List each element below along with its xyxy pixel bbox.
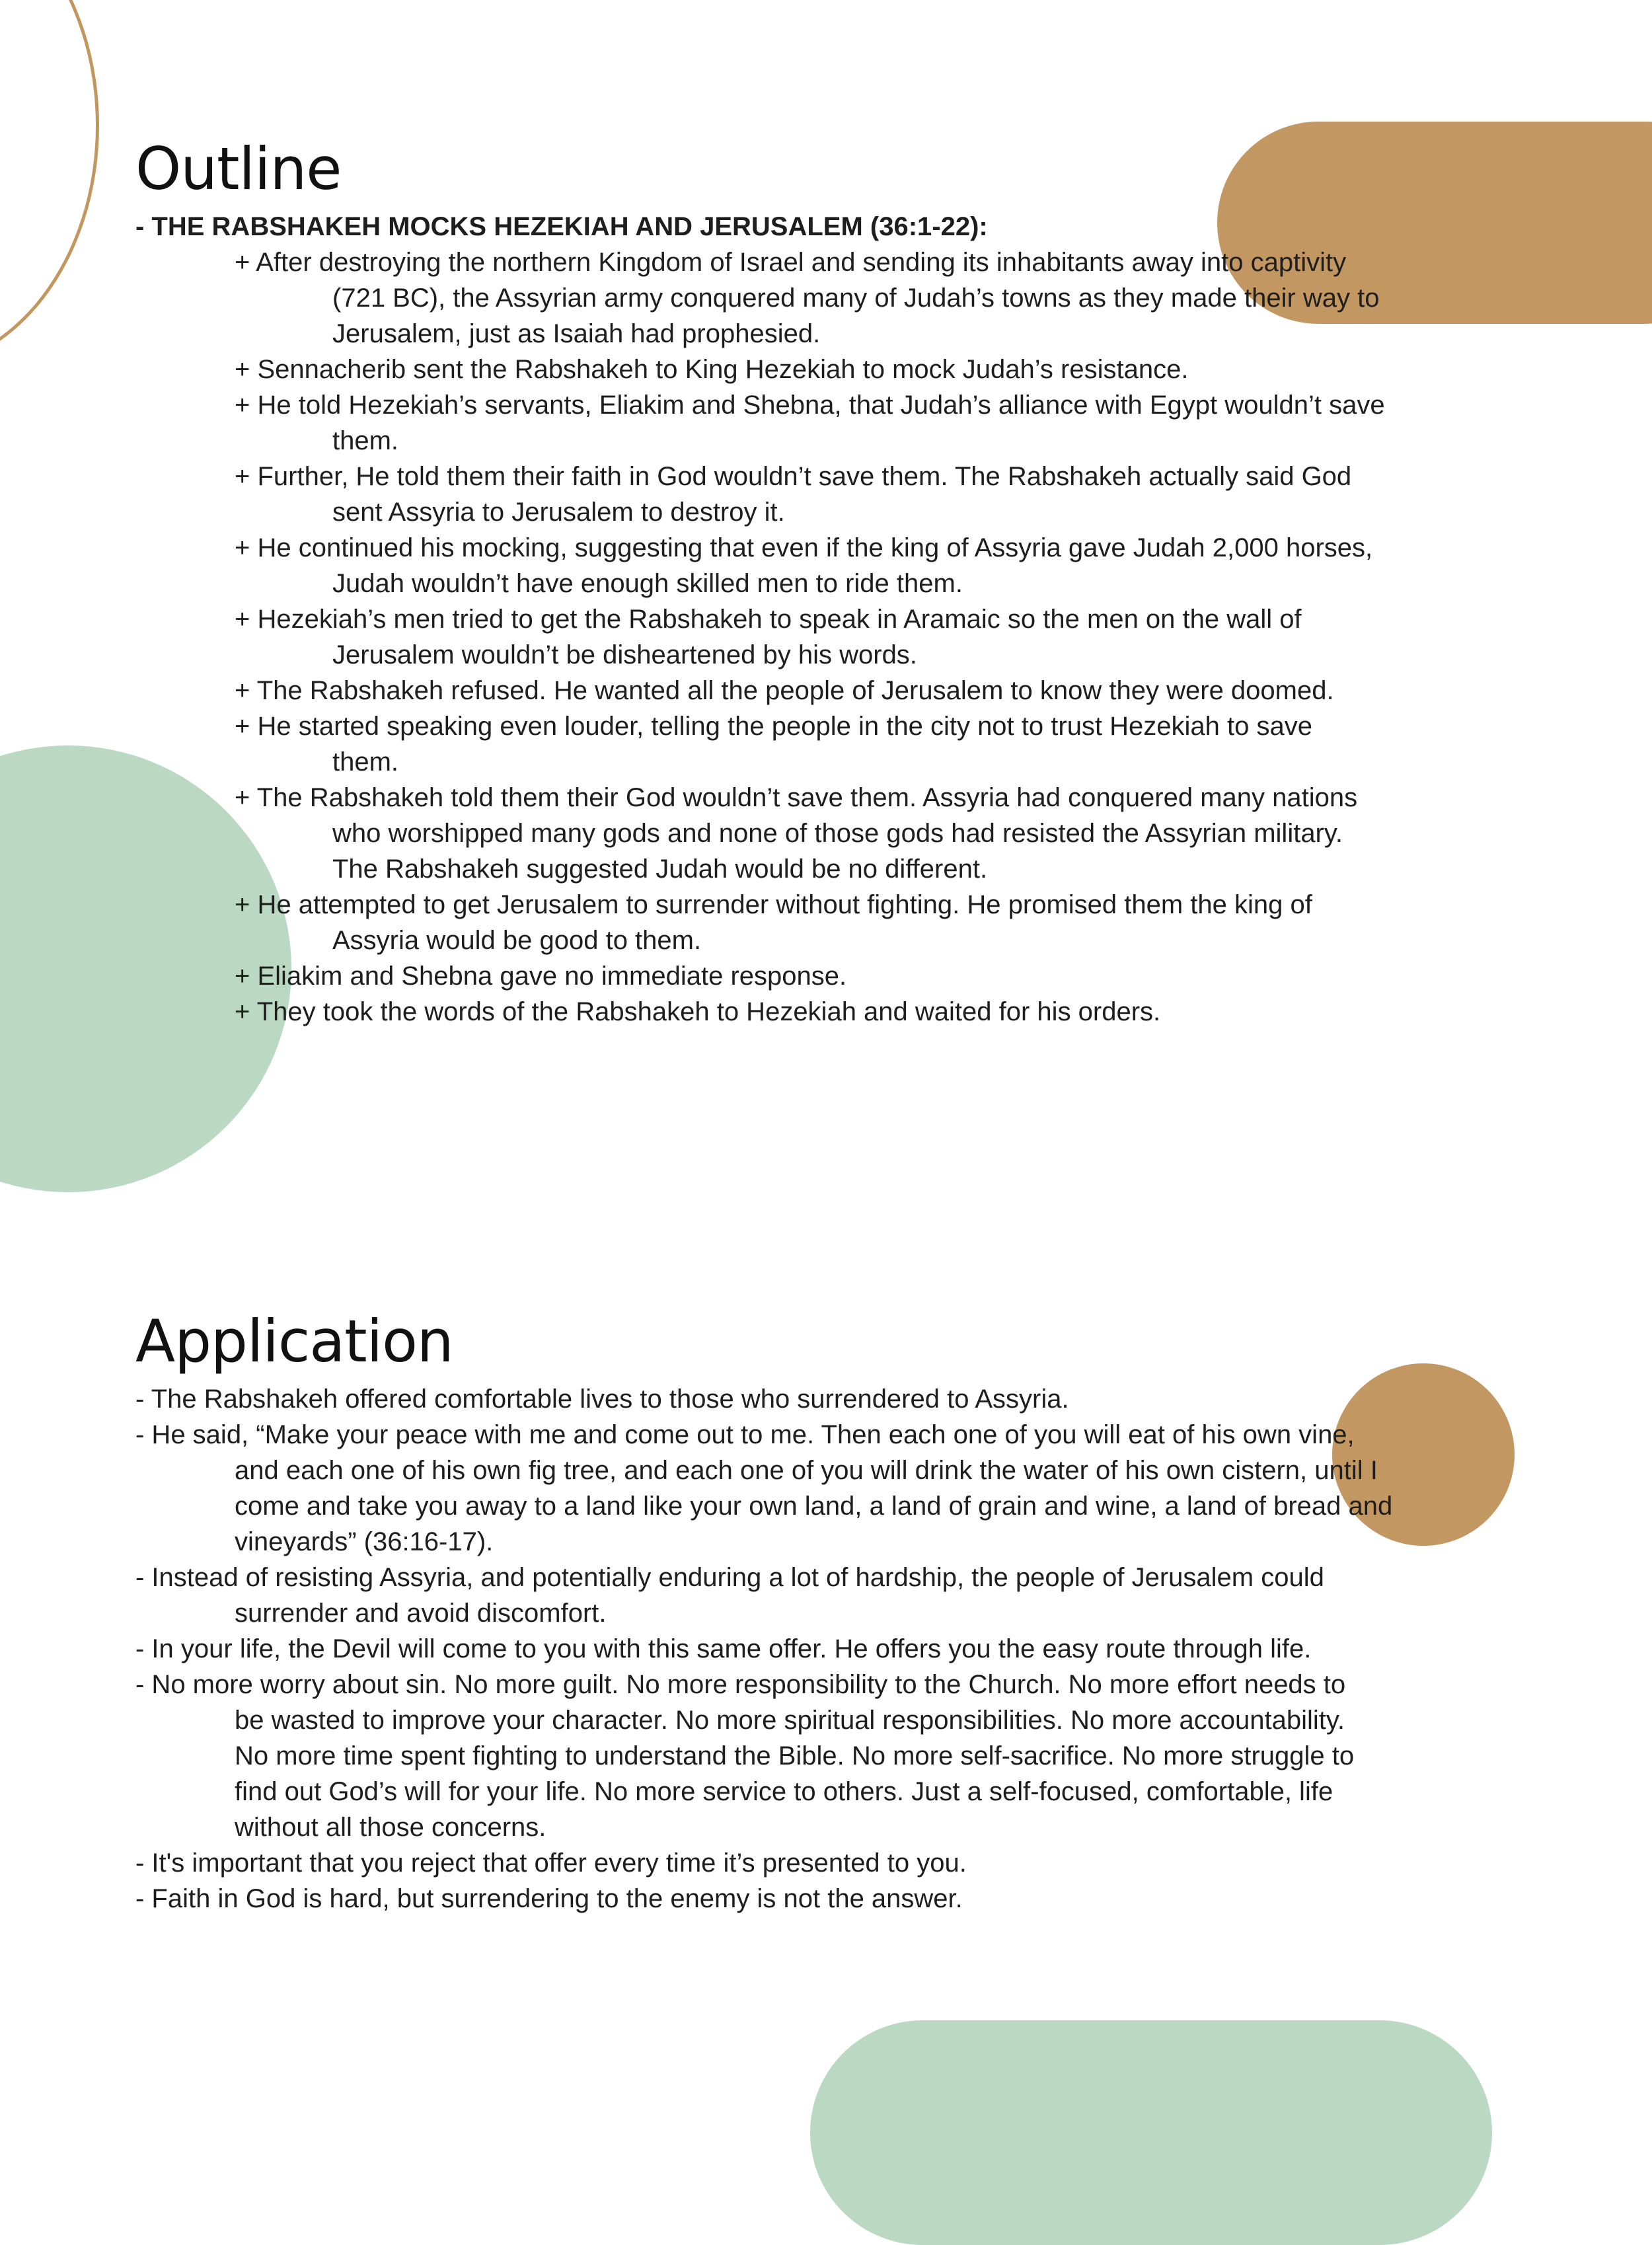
application-line: - Faith in God is hard, but surrendering to the enemy is not the answer.	[135, 1884, 963, 1913]
decorative-ring-outline	[0, 0, 99, 370]
application-line: - Instead of resisting Assyria, and potentially enduring a lot of hardship, the people of Jerusalem could	[135, 1563, 1324, 1592]
application-line: No more time spent fighting to understand the Bible. No more self-sacrifice. No more struggle to	[235, 1741, 1355, 1770]
application-line: vineyards” (36:16-17).	[235, 1527, 494, 1556]
application-line: surrender and avoid discomfort.	[235, 1599, 607, 1628]
outline-list	[135, 209, 1536, 1030]
outline-line: Judah wouldn’t have enough skilled men to ride them.	[332, 569, 963, 598]
outline-line: + The Rabshakeh told them their God wouldn’t save them. Assyria had conquered many nations	[235, 783, 1358, 812]
application-line: without all those concerns.	[235, 1813, 546, 1842]
outline-line: Jerusalem, just as Isaiah had prophesied.	[332, 319, 821, 348]
outline-line: + He attempted to get Jerusalem to surrender without fighting. He promised them the king of	[235, 890, 1312, 919]
application-line: come and take you away to a land like your own land, a land of grain and wine, a land of bread and	[235, 1492, 1393, 1521]
application-line: - It's important that you reject that offer every time it’s presented to you.	[135, 1848, 967, 1878]
outline-line: (721 BC), the Assyrian army conquered many of Judah’s towns as they made their way to	[332, 284, 1380, 313]
outline-line: + Further, He told them their faith in God wouldn’t save them. The Rabshakeh actually said God	[235, 462, 1352, 491]
application-line: - In your life, the Devil will come to you with this same offer. He offers you the easy route through life.	[135, 1634, 1312, 1663]
application-line: find out God’s will for your life. No more service to others. Just a self-focused, comfortable, life	[235, 1777, 1333, 1806]
application-line: be wasted to improve your character. No more spiritual responsibilities. No more accountability.	[235, 1706, 1345, 1735]
outline-line: + Sennacherib sent the Rabshakeh to King Hezekiah to mock Judah’s resistance.	[235, 355, 1189, 384]
outline-line: Jerusalem wouldn’t be disheartened by his words.	[332, 640, 917, 669]
outline-line: them.	[332, 747, 399, 777]
outline-section-heading: - THE RABSHAKEH MOCKS HEZEKIAH AND JERUSALEM (36:1-22):	[135, 212, 988, 241]
application-line: - The Rabshakeh offered comfortable lives to those who surrendered to Assyria.	[135, 1385, 1069, 1414]
application-line: - He said, “Make your peace with me and come out to me. Then each one of you will eat of his own vine,	[135, 1420, 1355, 1449]
outline-line: + He started speaking even louder, telling the people in the city not to trust Hezekiah to save	[235, 712, 1312, 741]
outline-section	[135, 130, 1536, 1030]
outline-line: sent Assyria to Jerusalem to destroy it.	[332, 498, 785, 527]
outline-line: them.	[332, 426, 399, 455]
outline-line: The Rabshakeh suggested Judah would be no different.	[332, 855, 988, 884]
outline-line: + Eliakim and Shebna gave no immediate response.	[235, 962, 847, 991]
application-heading: Application	[135, 1307, 453, 1375]
application-line: and each one of his own fig tree, and each one of you will drink the water of his own cistern, until I	[235, 1456, 1378, 1485]
decorative-green-pill	[810, 2020, 1492, 2245]
outline-line: + Hezekiah’s men tried to get the Rabshakeh to speak in Aramaic so the men on the wall of	[235, 605, 1302, 634]
application-section	[135, 1302, 1536, 1917]
outline-line: + After destroying the northern Kingdom of Israel and sending its inhabitants away into captivity	[235, 248, 1347, 277]
outline-line: + He told Hezekiah’s servants, Eliakim and Shebna, that Judah’s alliance with Egypt wouldn’t save	[235, 391, 1385, 420]
application-line: - No more worry about sin. No more guilt. No more responsibility to the Church. No more effort needs to	[135, 1670, 1346, 1699]
outline-line: who worshipped many gods and none of those gods had resisted the Assyrian military.	[332, 819, 1343, 848]
outline-line: + They took the words of the Rabshakeh to Hezekiah and waited for his orders.	[235, 997, 1161, 1026]
outline-line: + He continued his mocking, suggesting that even if the king of Assyria gave Judah 2,000 horses,	[235, 533, 1373, 562]
outline-line: Assyria would be good to them.	[332, 926, 702, 955]
outline-line: + The Rabshakeh refused. He wanted all the people of Jerusalem to know they were doomed.	[235, 676, 1334, 705]
outline-heading: Outline	[135, 135, 342, 203]
application-list	[135, 1381, 1536, 1917]
